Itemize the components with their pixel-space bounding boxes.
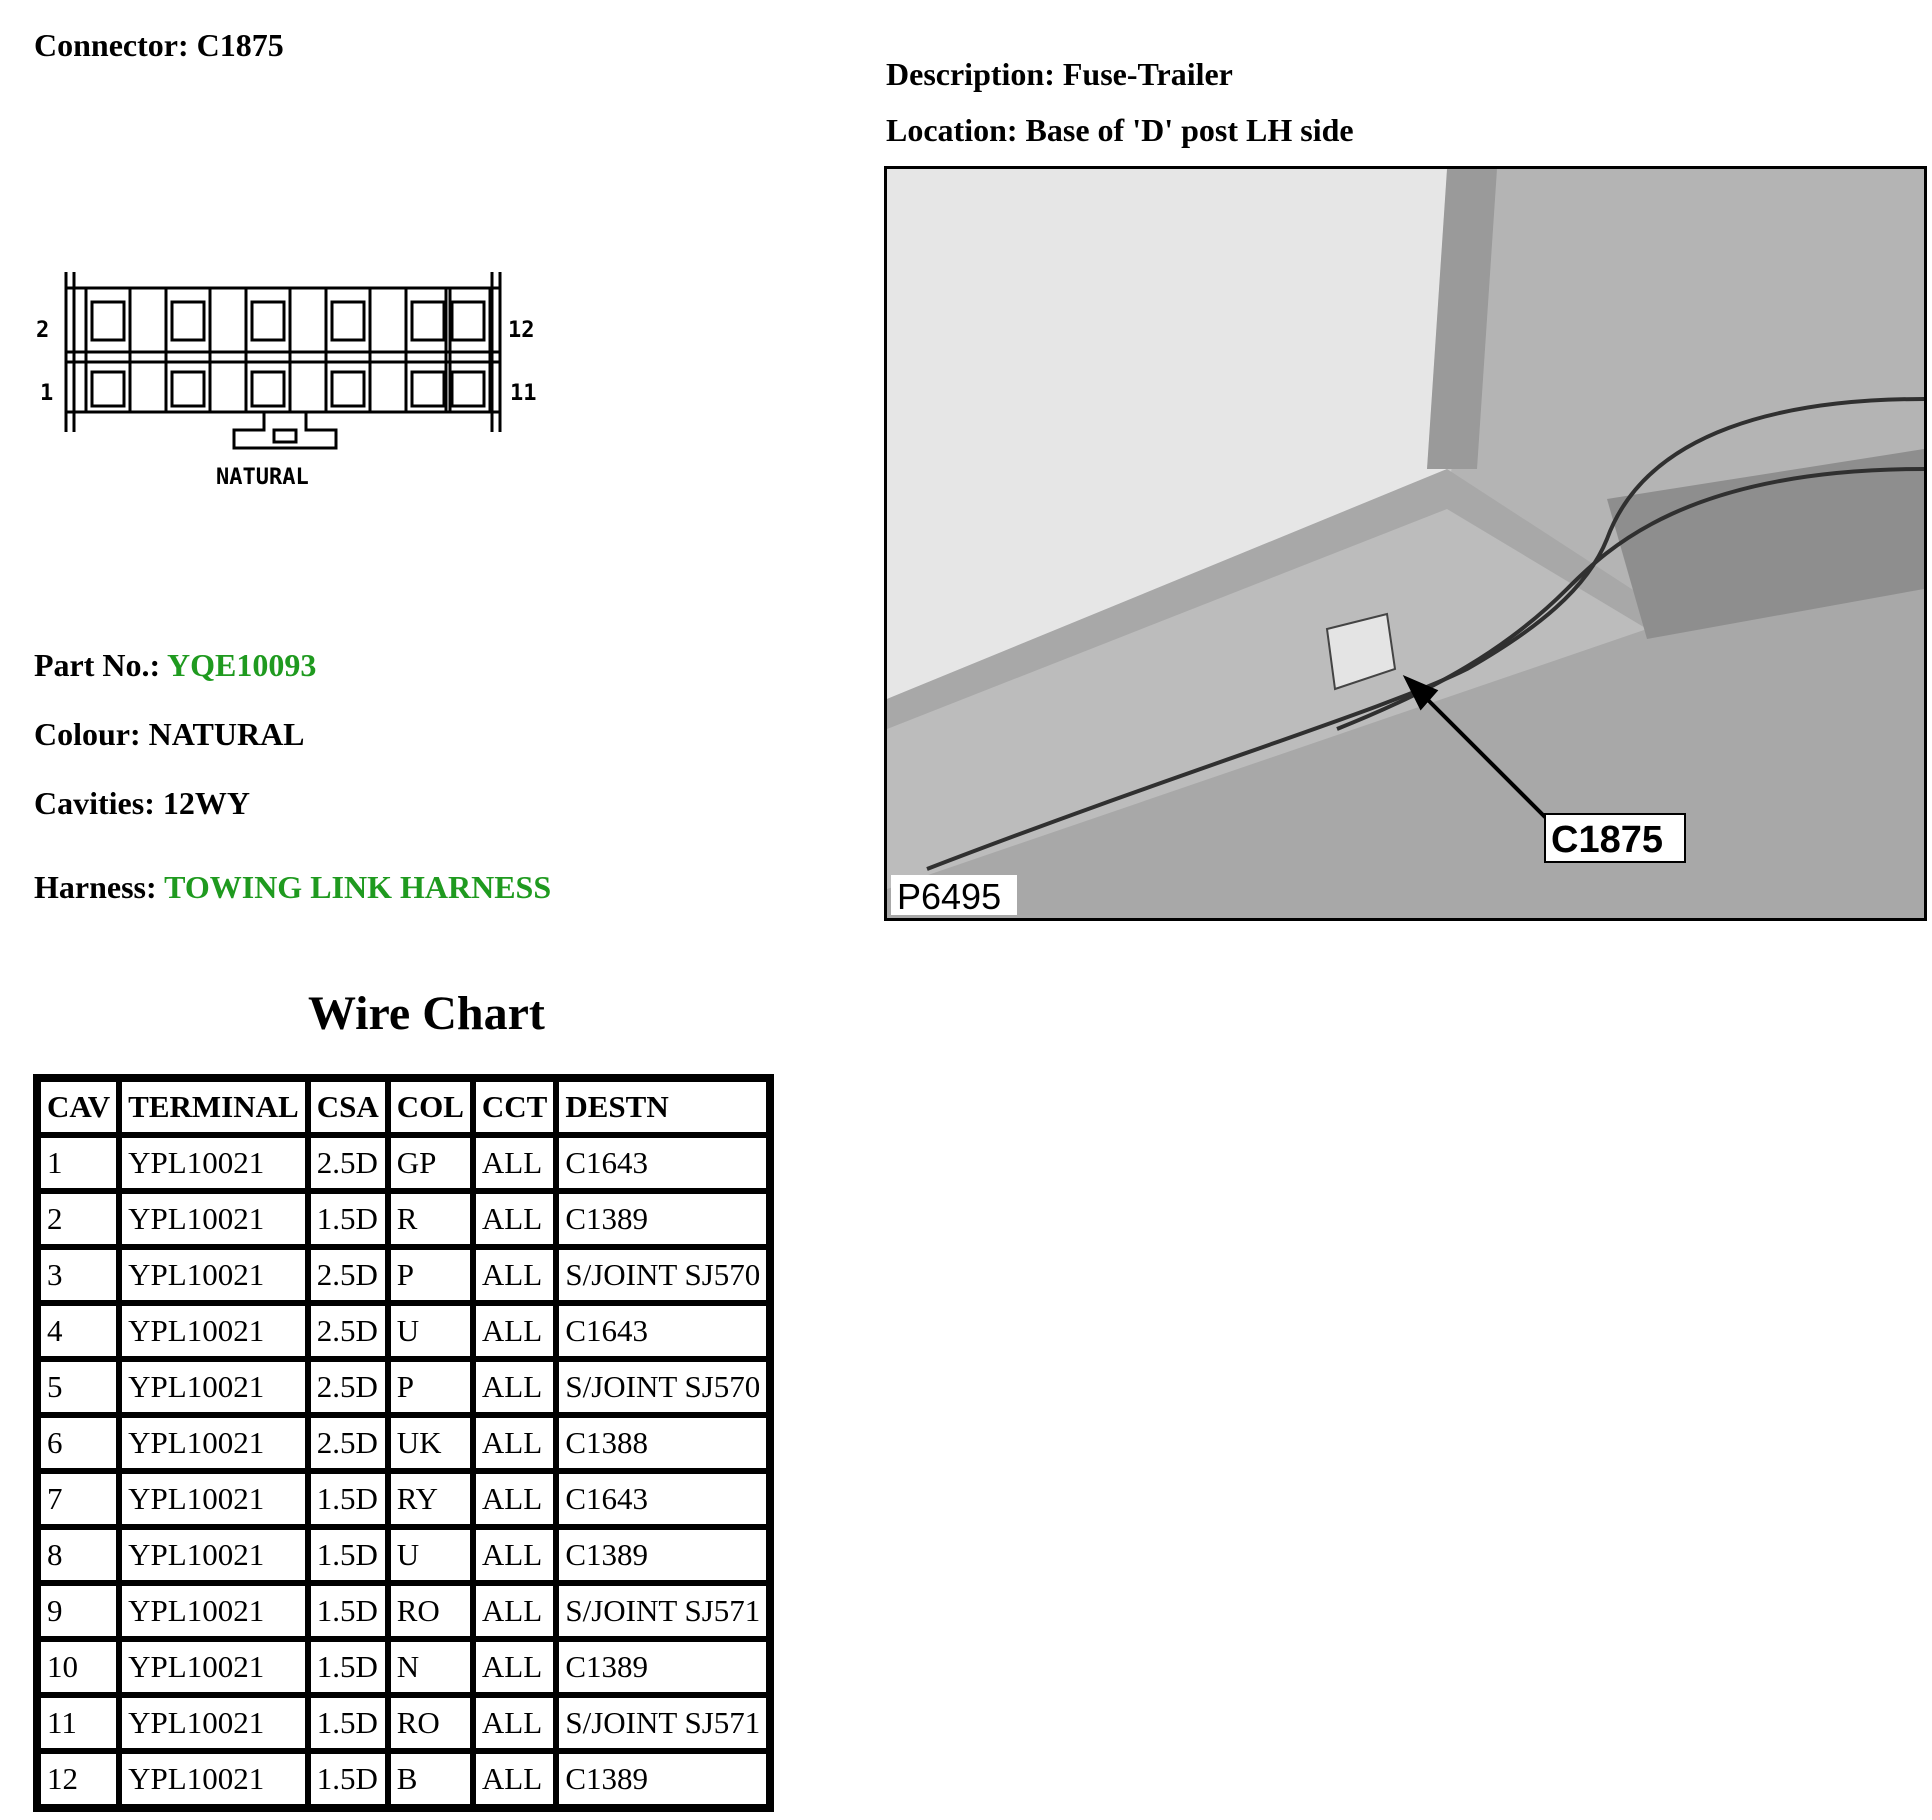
description-label: Description: <box>886 56 1055 92</box>
connector-face-diagram <box>28 262 548 502</box>
table-cell-csa: 2.5D <box>308 1135 388 1191</box>
table-cell-cav: 7 <box>38 1471 119 1527</box>
table-cell-terminal: YPL10021 <box>119 1751 308 1807</box>
table-cell-csa: 2.5D <box>308 1415 388 1471</box>
table-cell-terminal: YPL10021 <box>119 1527 308 1583</box>
table-cell-cct: ALL <box>473 1415 556 1471</box>
table-cell-col: RO <box>388 1583 473 1639</box>
table-cell-terminal: YPL10021 <box>119 1695 308 1751</box>
table-cell-terminal: YPL10021 <box>119 1471 308 1527</box>
table-cell-csa: 1.5D <box>308 1751 388 1807</box>
table-cell-destn: C1389 <box>556 1639 769 1695</box>
column-header-cav: CAV <box>38 1079 119 1135</box>
table-cell-csa: 2.5D <box>308 1247 388 1303</box>
table-cell-col: N <box>388 1639 473 1695</box>
table-cell-cct: ALL <box>473 1247 556 1303</box>
colour-value: NATURAL <box>148 716 305 752</box>
table-cell-cct: ALL <box>473 1583 556 1639</box>
table-cell-cav: 10 <box>38 1639 119 1695</box>
table-cell-cav: 9 <box>38 1583 119 1639</box>
table-cell-col: B <box>388 1751 473 1807</box>
table-cell-col: U <box>388 1527 473 1583</box>
table-cell-cav: 5 <box>38 1359 119 1415</box>
description-value: Fuse-Trailer <box>1062 56 1233 92</box>
table-cell-cav: 11 <box>38 1695 119 1751</box>
table-cell-cct: ALL <box>473 1695 556 1751</box>
wire-chart-table <box>33 1074 774 1812</box>
cavity-column-4 <box>326 288 370 412</box>
column-header-cct: CCT <box>473 1079 556 1135</box>
location-value: Base of 'D' post LH side <box>1025 112 1354 148</box>
table-cell-destn: C1389 <box>556 1191 769 1247</box>
table-cell-destn: C1388 <box>556 1415 769 1471</box>
table-cell-cct: ALL <box>473 1527 556 1583</box>
harness-link[interactable]: TOWING LINK HARNESS <box>164 869 552 905</box>
table-row <box>38 1247 769 1303</box>
table-row <box>38 1303 769 1359</box>
table-cell-col: UK <box>388 1415 473 1471</box>
table-row <box>38 1695 769 1751</box>
table-row <box>38 1415 769 1471</box>
table-cell-cav: 3 <box>38 1247 119 1303</box>
table-row <box>38 1359 769 1415</box>
table-cell-terminal: YPL10021 <box>119 1639 308 1695</box>
photo-callout-label: C1875 <box>1551 819 1663 861</box>
harness-label: Harness: <box>34 869 157 905</box>
location-label: Location: <box>886 112 1018 148</box>
connector-line <box>34 27 284 64</box>
table-cell-cav: 8 <box>38 1527 119 1583</box>
table-cell-terminal: YPL10021 <box>119 1135 308 1191</box>
table-cell-destn: C1389 <box>556 1751 769 1807</box>
cavity-column-5 <box>406 288 450 412</box>
table-cell-destn: C1643 <box>556 1303 769 1359</box>
pin-label-12: 12 <box>508 318 535 343</box>
table-cell-csa: 2.5D <box>308 1303 388 1359</box>
table-cell-csa: 1.5D <box>308 1191 388 1247</box>
column-header-terminal: TERMINAL <box>119 1079 308 1135</box>
table-row <box>38 1135 769 1191</box>
connector-value: C1875 <box>196 27 284 63</box>
table-row <box>38 1527 769 1583</box>
cavity-column-6 <box>446 288 490 412</box>
table-cell-terminal: YPL10021 <box>119 1415 308 1471</box>
column-header-destn: DESTN <box>556 1079 769 1135</box>
table-row <box>38 1583 769 1639</box>
table-cell-cct: ALL <box>473 1639 556 1695</box>
column-header-csa: CSA <box>308 1079 388 1135</box>
table-cell-terminal: YPL10021 <box>119 1583 308 1639</box>
table-cell-destn: S/JOINT SJ570 <box>556 1359 769 1415</box>
table-cell-destn: C1643 <box>556 1135 769 1191</box>
table-cell-cct: ALL <box>473 1359 556 1415</box>
table-cell-col: P <box>388 1359 473 1415</box>
pin-label-1: 1 <box>40 381 54 406</box>
cavities-label: Cavities: <box>34 785 155 821</box>
table-cell-col: GP <box>388 1135 473 1191</box>
wire-chart-title: Wire Chart <box>308 987 545 1040</box>
cavities-value: 12WY <box>162 785 250 821</box>
colour-line <box>34 716 305 753</box>
table-cell-col: U <box>388 1303 473 1359</box>
table-cell-csa: 2.5D <box>308 1359 388 1415</box>
part-no-link[interactable]: YQE10093 <box>166 647 317 683</box>
colour-label: Colour: <box>34 716 141 752</box>
cavities-line <box>34 785 250 822</box>
table-cell-csa: 1.5D <box>308 1583 388 1639</box>
table-cell-terminal: YPL10021 <box>119 1191 308 1247</box>
table-cell-cav: 1 <box>38 1135 119 1191</box>
connector-label: Connector: <box>34 27 189 63</box>
part-no-label: Part No.: <box>34 647 161 683</box>
pin-label-11: 11 <box>510 381 537 406</box>
table-cell-col: R <box>388 1191 473 1247</box>
table-cell-cav: 4 <box>38 1303 119 1359</box>
table-cell-destn: C1389 <box>556 1527 769 1583</box>
column-header-col: COL <box>388 1079 473 1135</box>
table-cell-destn: S/JOINT SJ571 <box>556 1695 769 1751</box>
wire-chart-header-row <box>38 1079 769 1135</box>
table-cell-terminal: YPL10021 <box>119 1303 308 1359</box>
part-no-line <box>34 647 316 684</box>
table-cell-destn: C1643 <box>556 1471 769 1527</box>
table-cell-terminal: YPL10021 <box>119 1247 308 1303</box>
connector-location-photo <box>884 166 1927 921</box>
table-cell-cct: ALL <box>473 1471 556 1527</box>
table-cell-cct: ALL <box>473 1303 556 1359</box>
table-row <box>38 1751 769 1807</box>
table-cell-cav: 6 <box>38 1415 119 1471</box>
table-cell-cct: ALL <box>473 1135 556 1191</box>
table-cell-col: P <box>388 1247 473 1303</box>
location-line <box>886 112 1354 149</box>
table-cell-csa: 1.5D <box>308 1527 388 1583</box>
table-row <box>38 1639 769 1695</box>
cavity-column-2 <box>166 288 210 412</box>
table-cell-terminal: YPL10021 <box>119 1359 308 1415</box>
diagram-colour-caption: NATURAL <box>216 465 309 490</box>
table-cell-col: RO <box>388 1695 473 1751</box>
harness-line <box>34 869 551 906</box>
table-cell-cav: 2 <box>38 1191 119 1247</box>
cavity-column-1 <box>86 288 130 412</box>
table-cell-col: RY <box>388 1471 473 1527</box>
pin-label-2: 2 <box>36 318 50 343</box>
table-cell-cct: ALL <box>473 1751 556 1807</box>
table-row <box>38 1191 769 1247</box>
table-cell-cav: 12 <box>38 1751 119 1807</box>
description-line <box>886 56 1233 93</box>
table-cell-cct: ALL <box>473 1191 556 1247</box>
table-cell-destn: S/JOINT SJ570 <box>556 1247 769 1303</box>
table-row <box>38 1471 769 1527</box>
table-cell-csa: 1.5D <box>308 1639 388 1695</box>
table-cell-csa: 1.5D <box>308 1471 388 1527</box>
table-cell-csa: 1.5D <box>308 1695 388 1751</box>
table-cell-destn: S/JOINT SJ571 <box>556 1583 769 1639</box>
photo-figure-id: P6495 <box>897 876 1002 917</box>
cavity-column-3 <box>246 288 290 412</box>
